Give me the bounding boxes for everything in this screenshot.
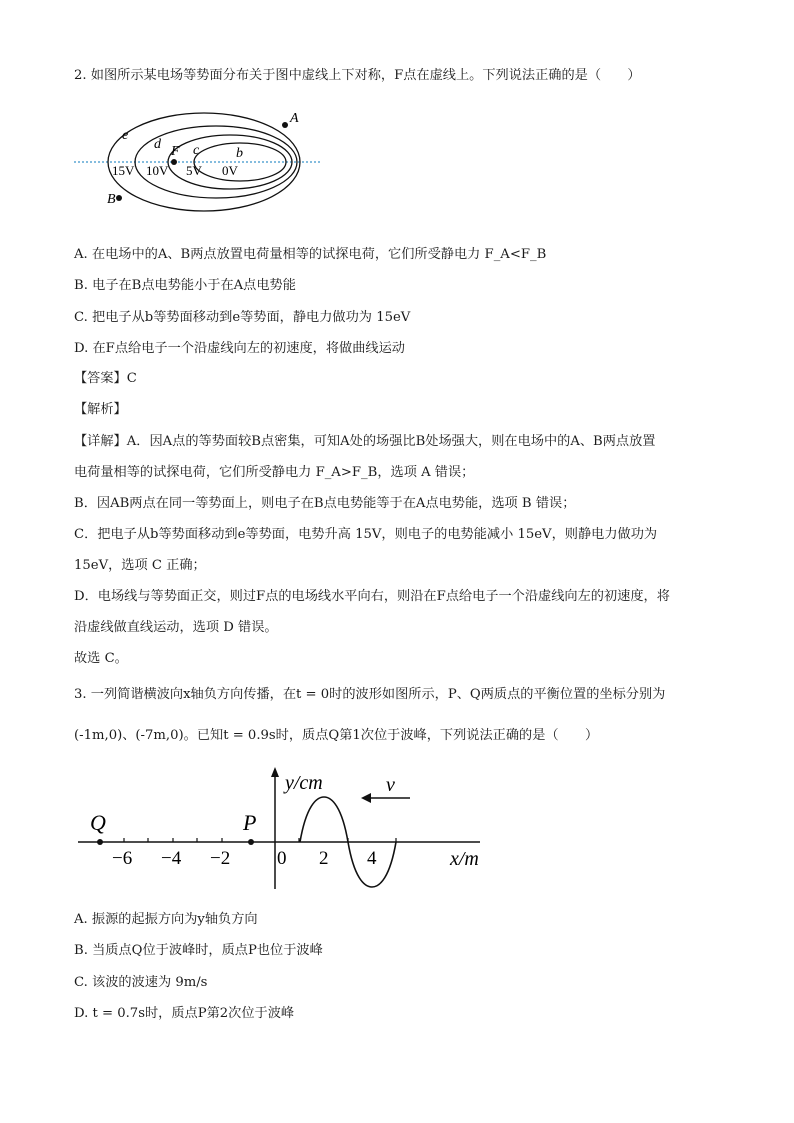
label-P: P bbox=[243, 810, 257, 835]
label-A: A bbox=[290, 111, 299, 126]
q2-analysis-line-7: 沿虚线做直线运动，选项 D 错误。 bbox=[74, 620, 278, 635]
point-F bbox=[171, 159, 177, 165]
q2-analysis-heading: 【解析】 bbox=[74, 402, 127, 417]
q2-stem: 2. 如图所示某电场等势面分布关于图中虚线上下对称，F点在虚线上。下列说法正确的是（ ） bbox=[74, 68, 641, 83]
q2-analysis-line-6: D．电场线与等势面正交，则过F点的电场线水平向右，则沿在F点给电子一个沿虚线向左的初速度，将 bbox=[74, 589, 670, 604]
y-axis-arrow bbox=[271, 767, 279, 777]
point-A bbox=[282, 122, 288, 128]
tick-label-neg2: −2 bbox=[210, 848, 231, 869]
potential-15V: 15V bbox=[112, 163, 135, 178]
q2-analysis-line-4: C．把电子从b等势面移动到e等势面，电势升高 15V，则电子的电势能减小 15eV，则静电力做功为 bbox=[74, 527, 658, 542]
x-axis-label: x/m bbox=[450, 848, 479, 870]
q3-option-a: A. 振源的起振方向为y轴负方向 bbox=[74, 912, 258, 927]
q3-option-b: B. 当质点Q位于波峰时，质点P也位于波峰 bbox=[74, 943, 323, 958]
q2-analysis-line-1: 【详解】A．因A点的等势面较B点密集，可知A处的场强比B处场强大，则在电场中的A、B两点放置 bbox=[74, 434, 656, 449]
potential-0V: 0V bbox=[222, 163, 238, 178]
q2-analysis-line-8: 故选 C。 bbox=[74, 651, 128, 666]
label-b: b bbox=[236, 146, 243, 161]
q3-stem-line-2: (-1m,0)、(-7m,0)。已知t = 0.9s时，质点Q第1次位于波峰，下列说法正确的是（ ） bbox=[74, 728, 599, 743]
point-P bbox=[248, 839, 254, 845]
q2-analysis-line-5: 15eV，选项 C 正确； bbox=[74, 558, 206, 573]
point-B bbox=[116, 195, 122, 201]
q2-option-c: C. 把电子从b等势面移动到e等势面，静电力做功为 15eV bbox=[74, 310, 411, 325]
q3-stem-line-1: 3. 一列简谐横波向x轴负方向传播，在t = 0时的波形如图所示，P、Q两质点的平衡位置的坐标分别为 bbox=[74, 687, 666, 702]
velocity-arrowhead bbox=[361, 793, 371, 803]
q2-option-d: D. 在F点给电子一个沿虚线向左的初速度，将做曲线运动 bbox=[74, 341, 405, 356]
q2-option-b: B. 电子在B点电势能小于在A点电势能 bbox=[74, 278, 296, 293]
point-Q bbox=[97, 839, 103, 845]
q2-answer: 【答案】C bbox=[74, 371, 137, 386]
label-Q: Q bbox=[90, 810, 106, 835]
q3-wave-figure bbox=[70, 765, 500, 895]
y-axis-label: y/cm bbox=[285, 772, 323, 794]
velocity-label: v bbox=[386, 774, 395, 796]
label-F: F bbox=[171, 144, 180, 159]
potential-5V: 5V bbox=[186, 163, 202, 178]
q2-analysis-line-3: B．因AB两点在同一等势面上，则电子在B点电势能等于在A点电势能，选项 B 错误； bbox=[74, 496, 576, 511]
tick-label-neg6: −6 bbox=[112, 848, 133, 869]
label-e: e bbox=[122, 128, 129, 143]
label-c: c bbox=[193, 143, 200, 158]
q3-option-d: D. t = 0.7s时，质点P第2次位于波峰 bbox=[74, 1006, 295, 1021]
q2-equipotential-figure bbox=[70, 100, 340, 220]
tick-label-neg4: −4 bbox=[161, 848, 182, 869]
q3-option-c: C. 该波的波速为 9m/s bbox=[74, 975, 208, 990]
q2-analysis-line-2: 电荷量相等的试探电荷，它们所受静电力 F_A>F_B，选项 A 错误； bbox=[74, 465, 475, 480]
q2-option-a: A. 在电场中的A、B两点放置电荷量相等的试探电荷，它们所受静电力 F_A<F_B bbox=[74, 247, 547, 262]
tick-label-0: 0 bbox=[277, 848, 287, 869]
label-B: B bbox=[107, 192, 116, 207]
potential-10V: 10V bbox=[146, 163, 169, 178]
tick-label-2: 2 bbox=[319, 848, 329, 869]
label-d: d bbox=[154, 137, 161, 152]
tick-label-4: 4 bbox=[367, 848, 377, 869]
